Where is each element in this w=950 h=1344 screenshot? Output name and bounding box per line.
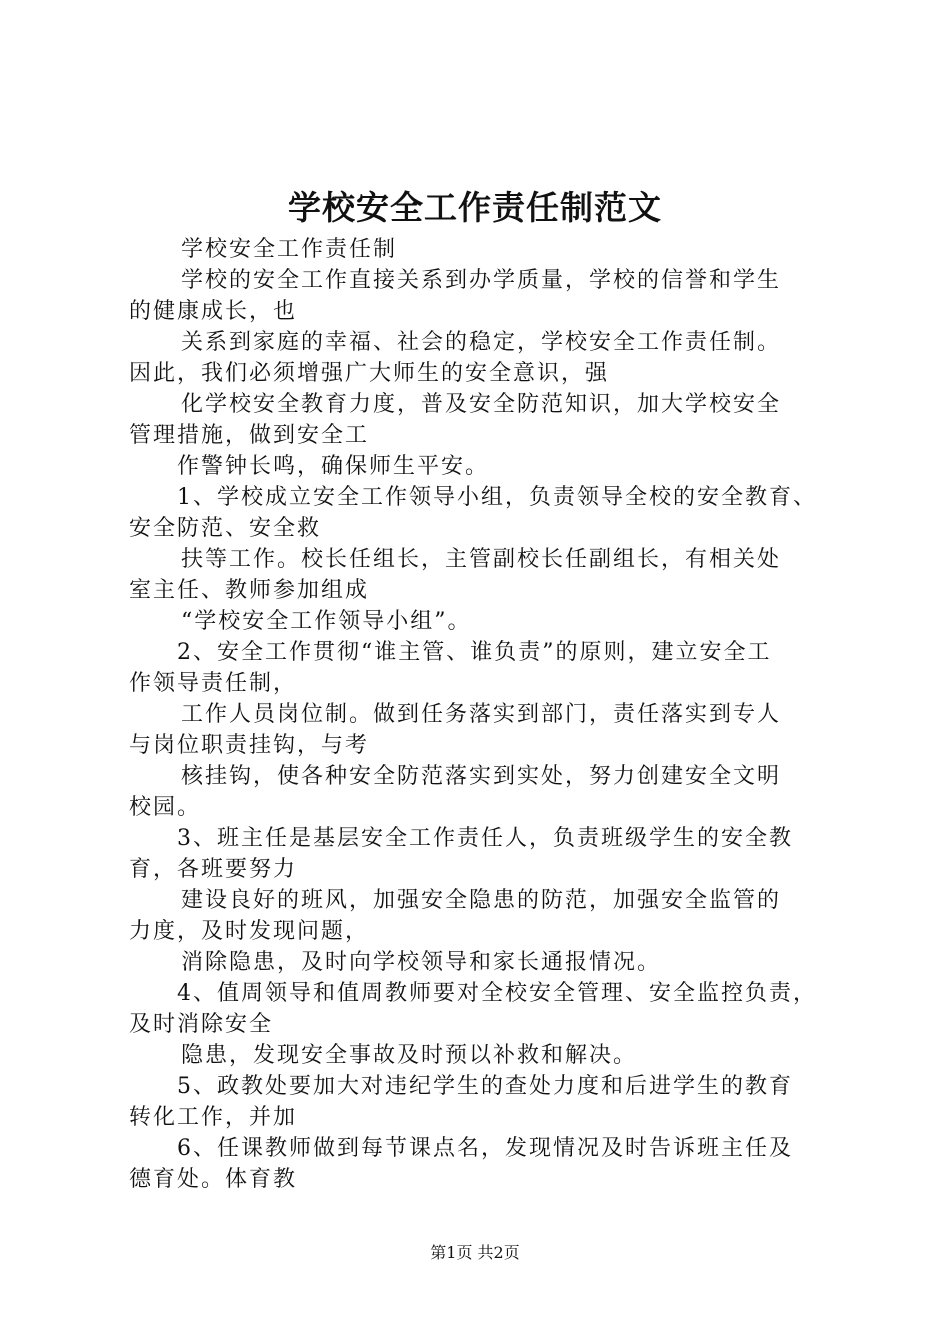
paragraph-line: 及时消除安全 [129,1012,274,1037]
paragraph-line: “学校安全工作领导小组”。 [181,609,472,634]
paragraph-line: 育，各班要努力 [129,857,298,882]
document-title: 学校安全工作责任制范文 [288,188,662,227]
paragraph-line: 作警钟长鸣，确保师生平安。 [177,454,490,479]
paragraph-line: 转化工作，并加 [129,1105,298,1130]
document-body [129,234,841,1195]
paragraph-line: 化学校安全教育力度，普及安全防范知识，加大学校安全 [181,392,782,417]
paragraph-line: 建设良好的班风，加强安全隐患的防范，加强安全监管的 [181,888,782,913]
paragraph-line: 因此，我们必须增强广大师生的安全意识，强 [129,361,610,386]
paragraph-line: 学校安全工作责任制 [181,237,398,262]
paragraph-line: 扶等工作。校长任组长，主管副校长任副组长，有相关处 [181,547,782,572]
paragraph-line: 6、任课教师做到每节课点名，发现情况及时告诉班主任及 [177,1136,793,1161]
paragraph-line: 核挂钩，使各种安全防范落实到实处，努力创建安全文明 [181,764,782,789]
paragraph-line: 5、政教处要加大对违纪学生的查处力度和后进学生的教育 [177,1074,793,1099]
paragraph-line: 隐患，发现安全事故及时预以补救和解决。 [181,1043,638,1068]
page-footer: 第1页 共2页 [430,1243,520,1262]
paragraph-line: 消除隐患，及时向学校领导和家长通报情况。 [181,950,662,975]
paragraph-line: 的健康成长，也 [129,299,298,324]
paragraph-line: 4、值周领导和值周教师要对全校安全管理、安全监控负责， [177,981,817,1006]
paragraph-line: 德育处。体育教 [129,1167,298,1192]
paragraph-line: 1、学校成立安全工作领导小组，负责领导全校的安全教育、 [177,485,817,510]
paragraph-line: 学校的安全工作直接关系到办学质量，学校的信誉和学生 [181,268,782,293]
paragraph-line: 作领导责任制， [129,671,298,696]
paragraph-line: 力度，及时发现问题， [129,919,370,944]
paragraph-line: 2、安全工作贯彻“谁主管、谁负责”的原则，建立安全工 [177,640,772,665]
paragraph-line: 室主任、教师参加组成 [129,578,370,603]
paragraph-line: 与岗位职责挂钩，与考 [129,733,370,758]
paragraph-line: 安全防范、安全救 [129,516,322,541]
paragraph-line: 校园。 [129,795,202,820]
paragraph-line: 3、班主任是基层安全工作责任人，负责班级学生的安全教 [177,826,793,851]
paragraph-line: 关系到家庭的幸福、社会的稳定，学校安全工作责任制。 [181,330,782,355]
paragraph-line: 工作人员岗位制。做到任务落实到部门，责任落实到专人 [181,702,782,727]
paragraph-line: 管理措施，做到安全工 [129,423,370,448]
